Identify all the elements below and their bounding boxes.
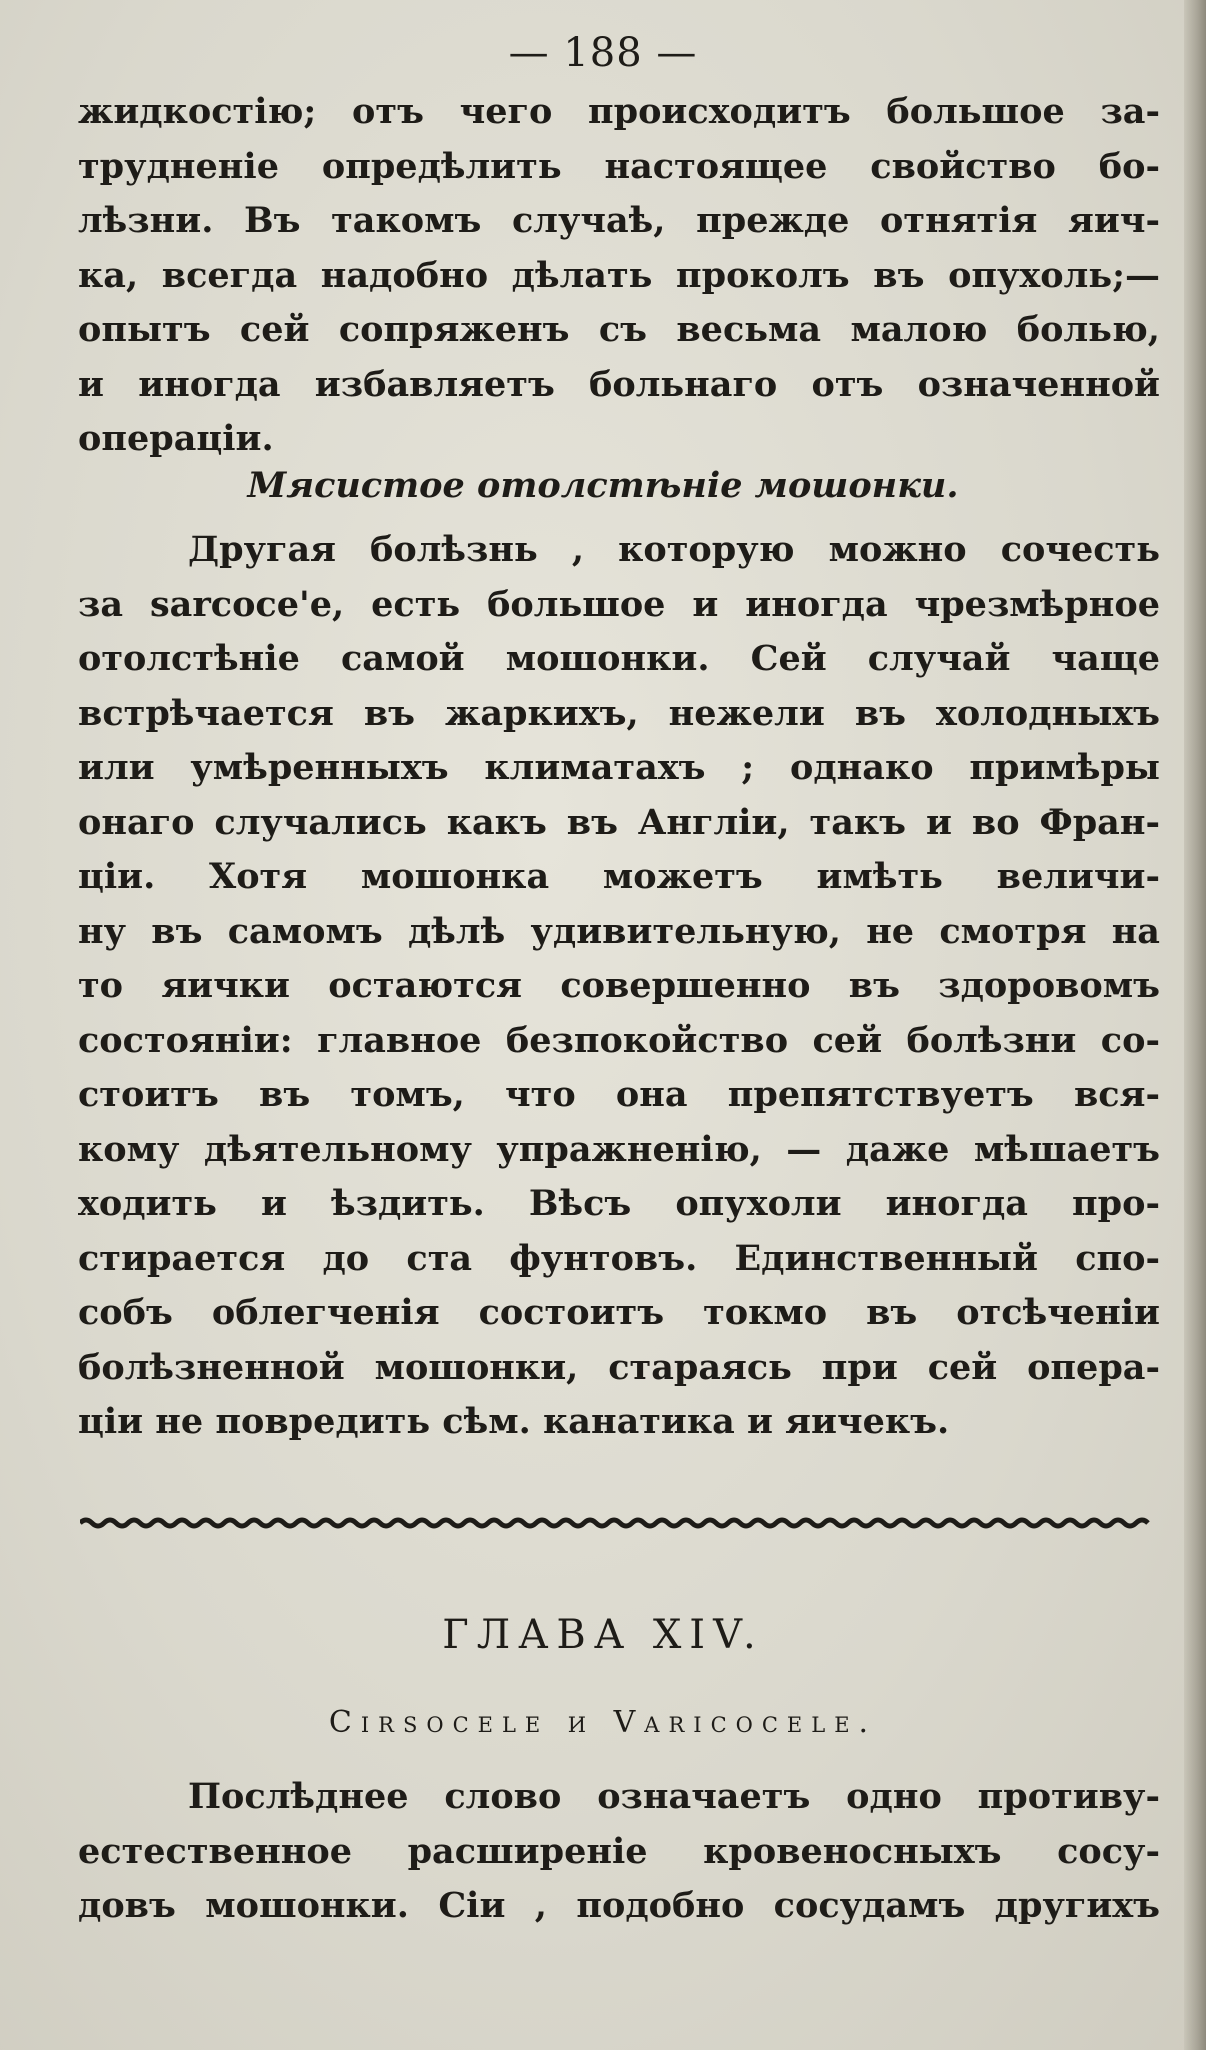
text-line: Другая болѣзнь , которую можно сочесть: [188, 529, 1160, 570]
text-line: стоитъ въ томъ, что она препятствуетъ вся-: [78, 1074, 1160, 1115]
text-line: ціи. Хотя мошонка можетъ имѣть величи-: [78, 856, 1160, 897]
text-line: ходить и ѣздить. Вѣсъ опухоли иногда про-: [78, 1183, 1160, 1224]
text-line: трудненіе опредѣлить настоящее свойство бо-: [78, 145, 1160, 187]
page-edge: [1184, 0, 1206, 2050]
text-line: довъ мошонки. Сіи , подобно сосудамъ другихъ: [78, 1885, 1160, 1926]
text-line: онаго случались какъ въ Англіи, такъ и во Фран-: [78, 801, 1160, 843]
text-line: Послѣднее слово означаетъ одно противу-: [188, 1776, 1160, 1817]
text-line: жидкостію; отъ чего происходитъ большое за-: [78, 91, 1160, 132]
decorative-rule: [80, 1508, 1150, 1538]
text-line: кому дѣятельному упражненію, — даже мѣшаетъ: [78, 1128, 1160, 1170]
paragraph-2: [78, 523, 1160, 1450]
page-number: — 188 —: [508, 30, 698, 76]
text-line: ка, всегда надобно дѣлать проколъ въ опухоль;—: [78, 254, 1160, 296]
text-line: и иногда избавляетъ больнаго отъ означенной: [78, 363, 1160, 405]
text-line: встрѣчается въ жаркихъ, нежели въ холодныхъ: [78, 692, 1160, 734]
text-line: отолстѣніе самой мошонки. Сей случай чаще: [78, 638, 1160, 679]
text-line: опытъ сей сопряженъ съ весьма малою болью,: [78, 309, 1160, 350]
text-line: стирается до ста фунтовъ. Единственный спо-: [78, 1237, 1160, 1279]
paragraph-3: [78, 1770, 1160, 1934]
text-line: естественное расширеніе кровеносныхъ сосу-: [78, 1830, 1160, 1872]
text-line: болѣзненной мошонки, стараясь при сей опера-: [78, 1346, 1160, 1388]
text-line: лѣзни. Въ такомъ случаѣ, прежде отнятія яич-: [78, 200, 1160, 241]
chapter-title: ГЛАВА XIV.: [442, 1612, 764, 1658]
text-line: ціи не повредить сѣм. канатика и яичекъ.: [78, 1401, 950, 1442]
text-line: ну въ самомъ дѣлѣ удивительную, не смотря на: [78, 910, 1160, 952]
text-line: состояніи: главное безпокойство сей болѣзни со-: [78, 1019, 1160, 1061]
paragraph-1: [78, 85, 1160, 467]
text-line: то яички остаются совершенно въ здоровомъ: [78, 965, 1160, 1006]
chapter-subtitle: Cirsocele и Varicocele.: [328, 1705, 878, 1740]
text-line: операціи.: [78, 418, 274, 459]
text-line: или умѣренныхъ климатахъ ; однако примѣры: [78, 747, 1160, 788]
text-line: собъ облегченія состоитъ токмо въ отсѣченіи: [78, 1292, 1160, 1333]
section-subtitle: Мясистое отолстѣніе мошонки.: [247, 465, 959, 506]
text-line: за sarcoce'e, есть большое и иногда чрезмѣрное: [78, 583, 1160, 625]
